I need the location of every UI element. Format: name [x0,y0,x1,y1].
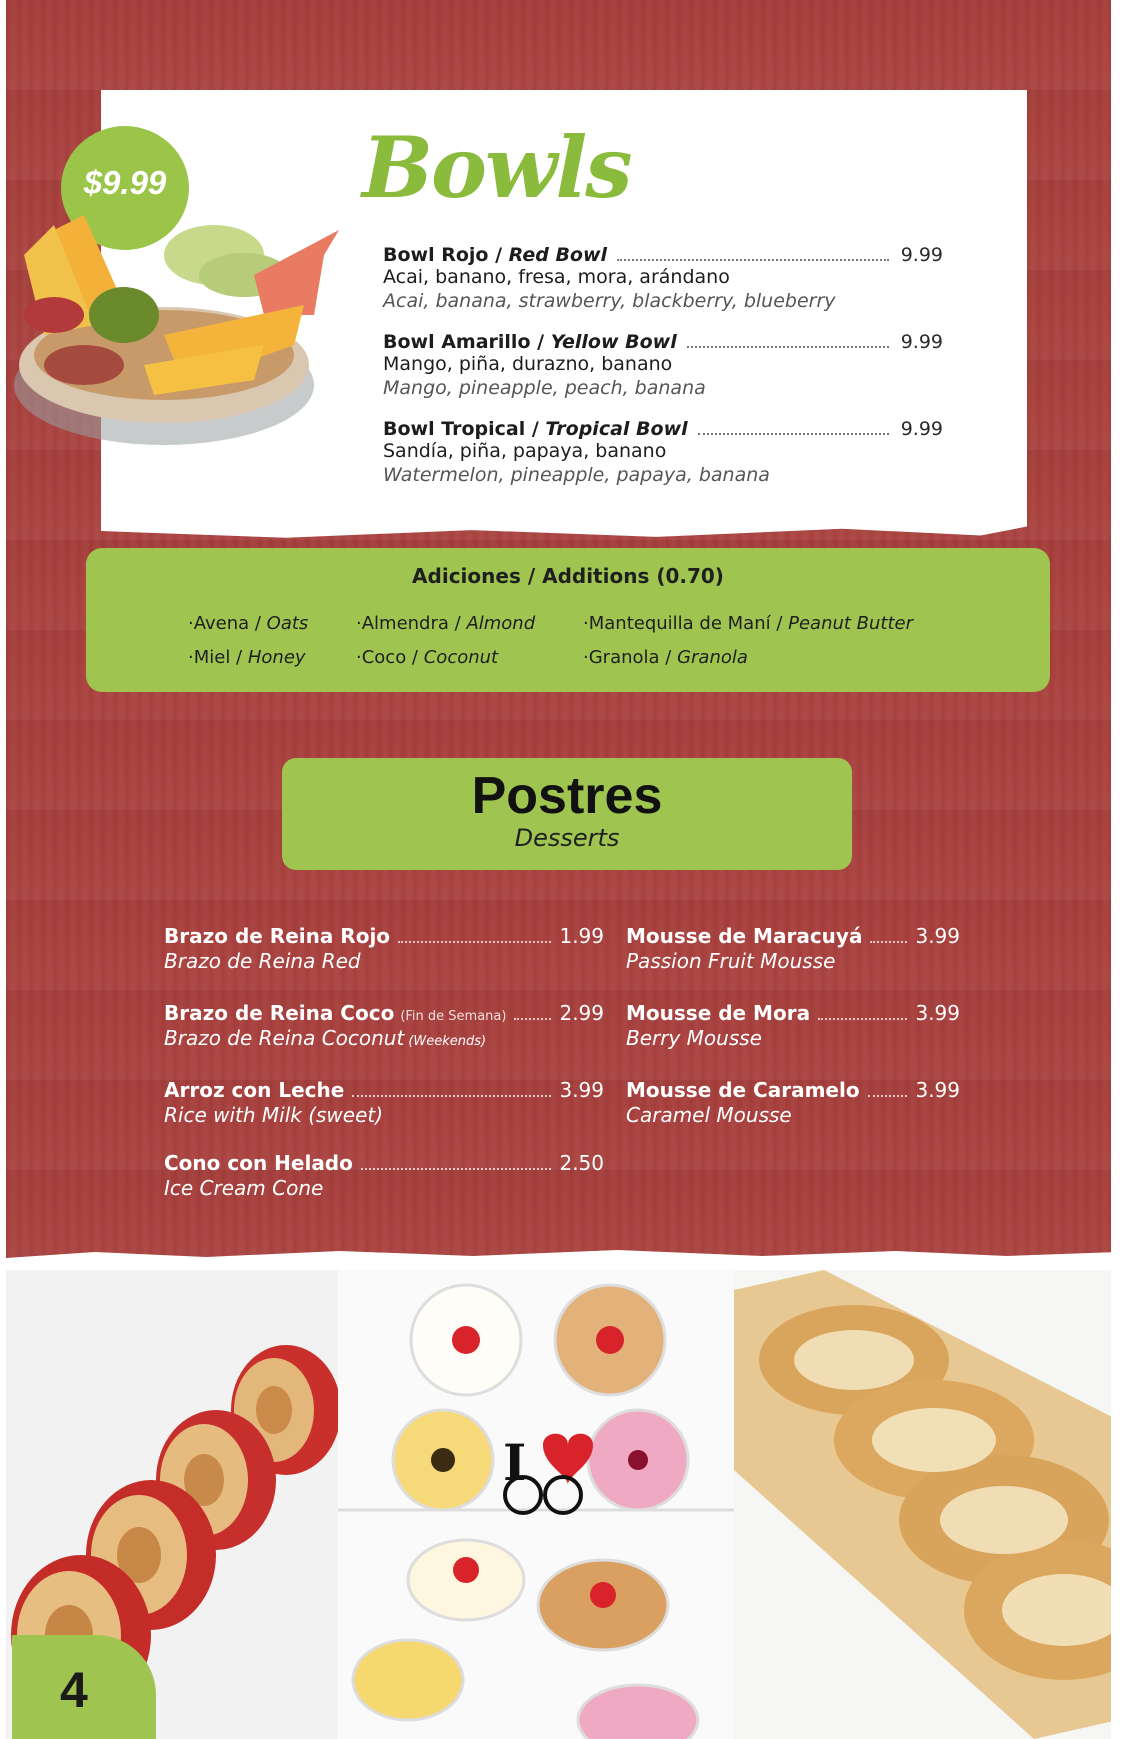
additions-box [86,548,1050,692]
leader-dots [698,433,889,435]
bowls-title: Bowls [362,118,631,217]
photo-mousse-cups [338,1270,734,1739]
leader-dots [617,259,889,261]
desserts-subtitle: Desserts [514,824,620,852]
dessert-name: Mousse de Maracuyá [626,924,863,948]
leader-dots [352,1095,551,1097]
dessert-desc-en: Rice with Milk (sweet) [164,1103,384,1127]
dessert-desc-en: Brazo de Reina Red [164,949,361,973]
dessert-desc-en: Brazo de Reina Coconut (Weekends) [164,1026,487,1050]
menu-page [6,0,1118,1739]
dessert-desc-en: Passion Fruit Mousse [626,949,836,973]
item-desc-en: Mango, pineapple, peach, banana [383,377,706,399]
dessert-item [164,1078,604,1128]
page-edge [1111,0,1118,1739]
dessert-desc-en: Ice Cream Cone [164,1176,324,1200]
bowl-item-yellow [383,331,943,401]
item-desc-en: Acai, banana, strawberry, blackberry, blueberry [383,290,836,312]
dessert-item [626,924,960,974]
bowl-item-red [383,244,943,314]
item-desc-es: Acai, banano, fresa, mora, arándano [383,266,730,288]
addition-coconut: ·Coco / Coconut [356,647,499,668]
page-number: 4 [60,1662,88,1718]
dessert-price: 3.99 [915,1001,960,1025]
dessert-photos [6,1258,1118,1739]
swiss-roll-coconut-image [734,1270,1118,1739]
bowl-item-tropical [383,418,943,488]
item-desc-en: Watermelon, pineapple, papaya, banana [383,464,770,486]
leader-dots [514,1018,551,1020]
page-number-badge [12,1635,156,1739]
dessert-item [626,1001,960,1051]
leader-dots [870,941,907,943]
desserts-title: Postres [471,767,663,825]
dessert-desc-en: Caramel Mousse [626,1103,792,1127]
dessert-price: 1.99 [559,924,604,948]
addition-peanut-butter: ·Mantequilla de Maní / Peanut Butter [583,613,914,634]
item-desc-es: Sandía, piña, papaya, banano [383,440,667,462]
price-badge-text: $9.99 [83,164,167,201]
dessert-desc-en: Berry Mousse [626,1026,762,1050]
item-name: Bowl Rojo / Red Bowl [383,244,608,266]
dessert-item [164,1001,604,1055]
item-price: 9.99 [900,331,943,353]
addition-granola: ·Granola / Granola [583,647,748,668]
dessert-name: Arroz con Leche [164,1078,345,1102]
item-price: 9.99 [900,244,943,266]
acai-bowl-image [14,195,344,455]
dessert-name: Mousse de Mora [626,1001,811,1025]
dessert-name: Brazo de Reina Rojo [164,924,391,948]
dessert-item [626,1078,960,1128]
item-name: Bowl Amarillo / Yellow Bowl [383,331,677,353]
leader-dots [868,1095,908,1097]
dessert-price: 3.99 [915,924,960,948]
desserts-header [282,758,852,870]
item-desc-es: Mango, piña, durazno, banano [383,353,673,375]
item-name: Bowl Tropical / Tropical Bowl [383,418,688,440]
addition-honey: ·Miel / Honey [188,647,306,668]
addition-oats: ·Avena / Oats [188,613,309,634]
item-price: 9.99 [900,418,943,440]
dessert-price: 2.50 [559,1151,604,1175]
dessert-item [164,924,604,974]
dessert-price: 3.99 [915,1078,960,1102]
dessert-item [164,1151,604,1201]
leader-dots [398,941,551,943]
dessert-price: 3.99 [559,1078,604,1102]
leader-dots [818,1018,907,1020]
dessert-price: 2.99 [559,1001,604,1025]
leader-dots [687,346,889,348]
svg-text:I: I [503,1433,527,1492]
additions-title: Adiciones / Additions (0.70) [412,564,724,588]
dessert-name: Mousse de Caramelo [626,1078,860,1102]
mousse-cups-image [338,1270,734,1739]
dessert-note: (Fin de Semana) [400,1009,507,1024]
dessert-name: Brazo de Reina Coco [164,1001,395,1025]
addition-almond: ·Almendra / Almond [356,613,536,634]
dessert-name: Cono con Helado [164,1151,353,1175]
leader-dots [361,1168,552,1170]
photo-coconut-swiss-roll [734,1270,1118,1739]
